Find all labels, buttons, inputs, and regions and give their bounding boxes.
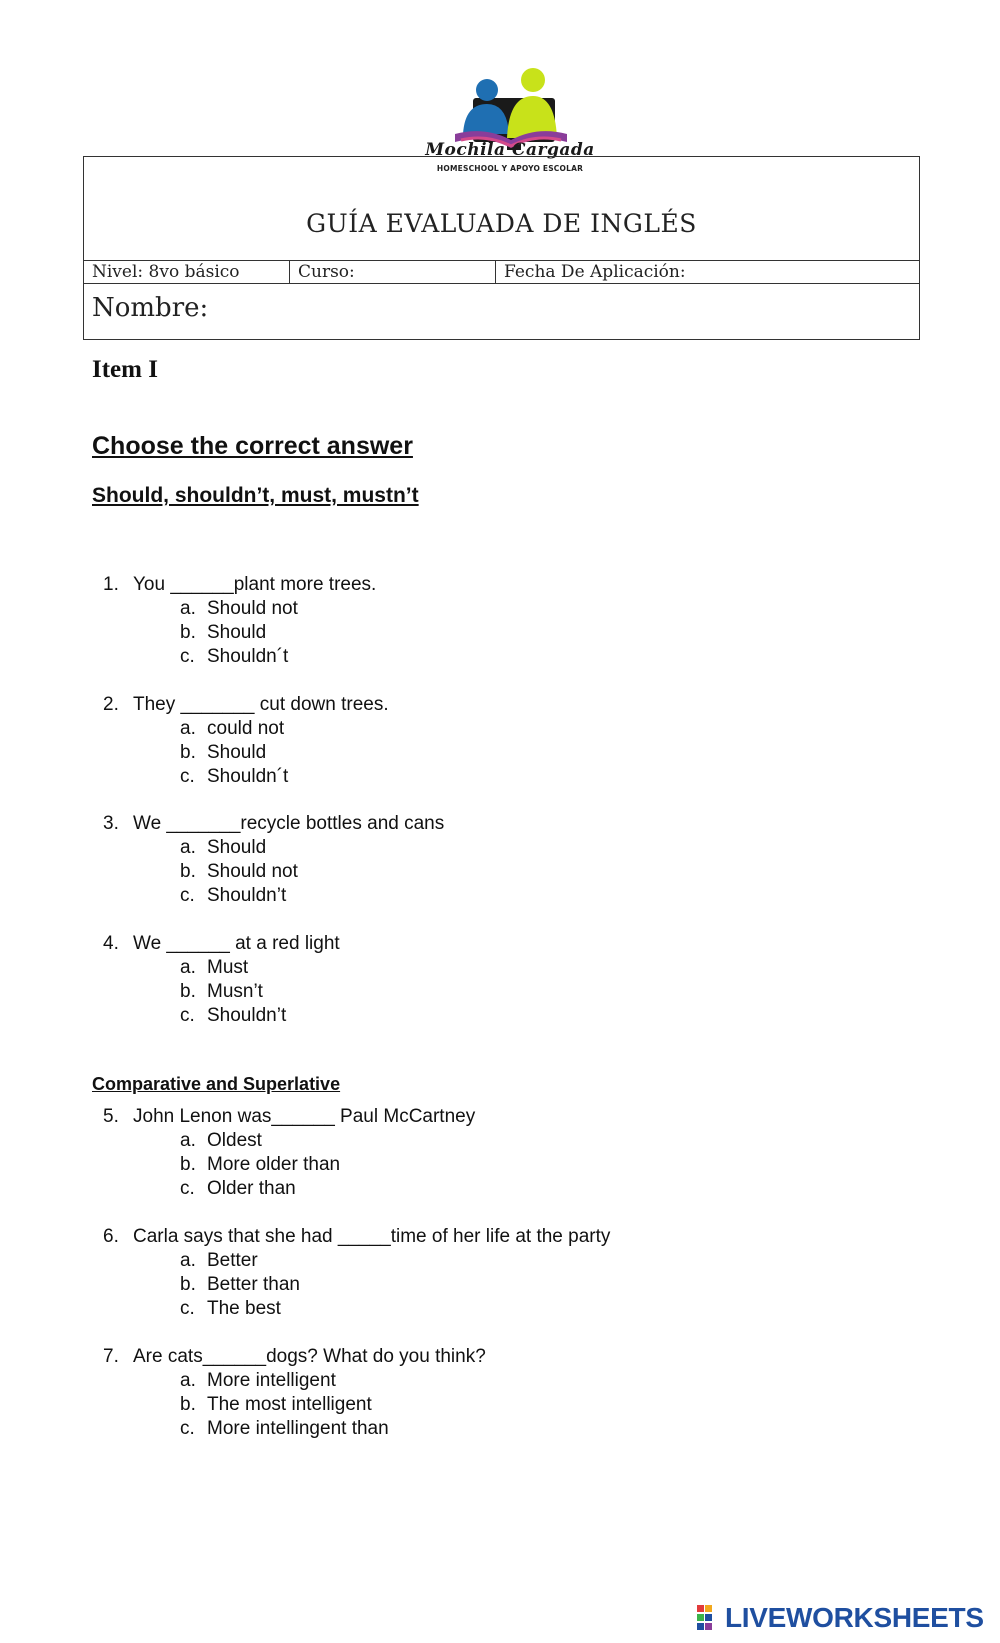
logo-brand-text: Mochila Cargada <box>425 140 595 160</box>
nivel-field: Nivel: 8vo básico <box>92 262 240 282</box>
answer-option[interactable]: a. Should not <box>180 598 298 619</box>
question-number: 5. <box>103 1106 119 1127</box>
question-text: They _______ cut down trees. <box>133 694 389 715</box>
answer-option[interactable]: a. Better <box>180 1250 258 1271</box>
question <box>103 812 444 908</box>
question-number: 3. <box>103 813 119 834</box>
answer-option[interactable]: b. Should not <box>180 861 298 882</box>
question <box>103 1345 486 1441</box>
question <box>103 932 340 1028</box>
curso-field: Curso: <box>289 261 495 283</box>
answer-option[interactable]: c. Shouldn’t <box>180 1005 287 1026</box>
question <box>103 693 389 789</box>
answer-option[interactable]: b. Should <box>180 622 267 643</box>
question-text: You ______plant more trees. <box>133 574 377 595</box>
item-title: Item I <box>92 356 158 383</box>
question-number: 1. <box>103 574 119 595</box>
answer-option[interactable]: c. Shouldn´t <box>180 646 289 667</box>
answer-option[interactable]: c. Older than <box>180 1178 296 1199</box>
question-number: 7. <box>103 1346 119 1367</box>
page-title: GUÍA EVALUADA DE INGLÉS <box>306 209 697 238</box>
answer-option[interactable]: a. could not <box>180 718 285 739</box>
answer-option[interactable]: b. Musn’t <box>180 981 263 1002</box>
answer-option[interactable]: c. Shouldn´t <box>180 766 289 787</box>
liveworksheets-logo-icon <box>697 1605 721 1631</box>
info-row <box>84 260 919 284</box>
question-text: We _______recycle bottles and cans <box>133 813 445 834</box>
answer-option[interactable]: a. Oldest <box>180 1130 262 1151</box>
answer-option[interactable]: a. Should <box>180 837 267 858</box>
question <box>103 573 376 669</box>
answer-option[interactable]: c. More intellingent than <box>180 1418 389 1439</box>
footer-brand-text: LIVEWORKSHEETS <box>725 1602 984 1633</box>
worksheet-header <box>83 156 920 340</box>
section-heading-modals: Should, shouldn’t, must, mustn’t <box>92 484 419 507</box>
answer-option[interactable]: b. Better than <box>180 1274 300 1295</box>
question <box>103 1105 475 1201</box>
question-text: We ______ at a red light <box>133 933 340 954</box>
question-number: 2. <box>103 694 119 715</box>
question-text: John Lenon was______ Paul McCartney <box>133 1106 476 1127</box>
answer-option[interactable]: c. The best <box>180 1298 281 1319</box>
question-number: 4. <box>103 933 119 954</box>
answer-option[interactable]: b. Should <box>180 742 267 763</box>
logo-tagline: HOMESCHOOL Y APOYO ESCOLAR <box>436 164 584 173</box>
instruction-heading: Choose the correct answer <box>92 432 413 460</box>
section-heading-comparatives: Comparative and Superlative <box>92 1074 341 1094</box>
answer-option[interactable]: c. Shouldn’t <box>180 885 287 906</box>
answer-option[interactable]: b. More older than <box>180 1154 341 1175</box>
answer-option[interactable]: a. Must <box>180 957 249 978</box>
question-text: Carla says that she had _____time of her life at the party <box>133 1226 611 1247</box>
answer-option[interactable]: b. The most intelligent <box>180 1394 372 1415</box>
liveworksheets-footer <box>697 1602 984 1634</box>
question <box>103 1225 610 1321</box>
fecha-field: Fecha De Aplicación: <box>495 261 919 283</box>
question-text: Are cats______dogs? What do you think? <box>133 1346 486 1367</box>
question-number: 6. <box>103 1226 119 1247</box>
answer-option[interactable]: a. More intelligent <box>180 1370 336 1391</box>
nombre-field: Nombre: <box>92 293 209 323</box>
